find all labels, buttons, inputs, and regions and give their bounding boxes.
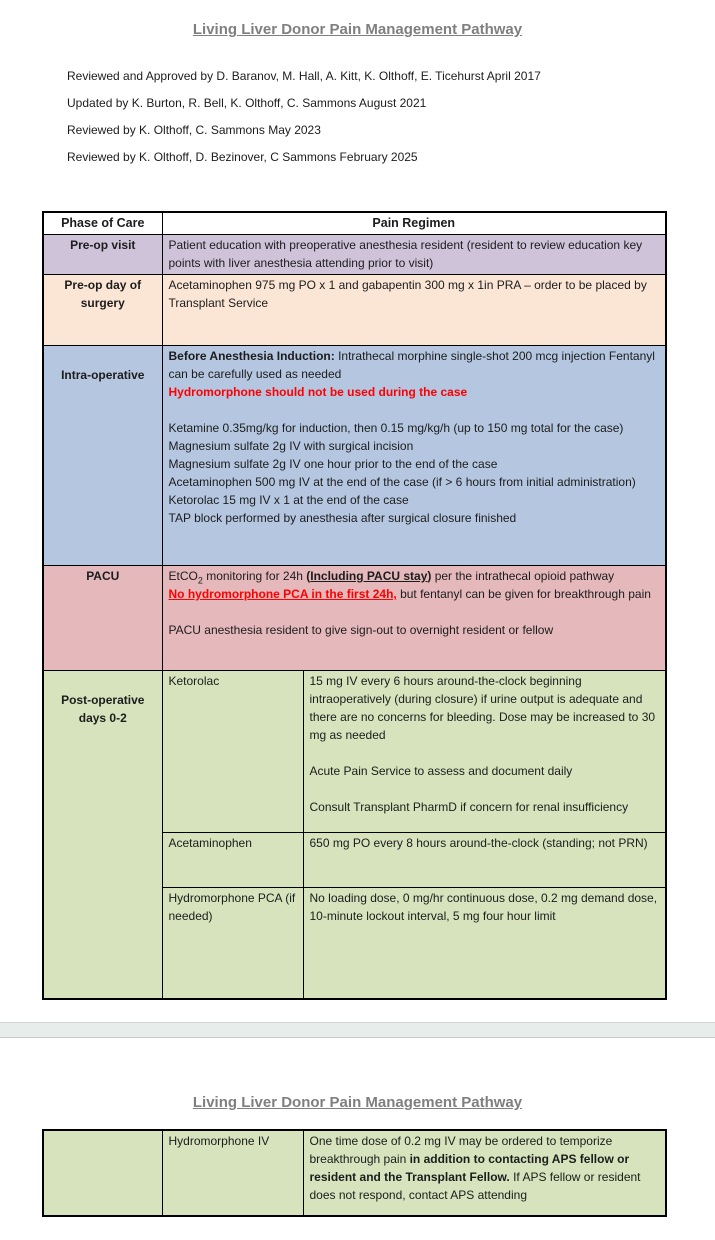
revision-line: Reviewed by K. Olthoff, D. Bezinover, C Sammons February 2025 [67,150,418,164]
phase-postop-days-0-2: Post-operative days 0-2 [43,671,162,999]
page-title [0,1038,715,1111]
cell-hydromorphone-pca-details: No loading dose, 0 mg/hr continuous dose, 0.2 mg demand dose, 10-minute lockout interval, 5 mg four hour limit [303,888,666,999]
drug-ketorolac: Ketorolac [162,671,303,833]
cell-intraop-regimen: Before Anesthesia Induction: Intrathecal morphine single-shot 200 mcg injection Fentanyl can be carefully used as needed Hydromorphone should not be used during the case Ketamine 0.35mg/kg for induction, then 0.15 mg/kg/h (up to 150 mg total for the case) Magnesium sulfate 2g IV with surgical incision Magnesium sulfate 2g IV one hour prior to the end of the case Acetaminophen 500 mg IV at the end of the case (if > 6 hours from initial administration) Ketorolac 15 mg IV x 1 at the end of the case TAP block performed by anesthesia after surgical closure finished [162,346,666,566]
pain-pathway-table [42,211,667,1000]
page-title-text: Living Liver Donor Pain Management Pathway [192,1094,523,1111]
phase-intraop: Intra-operative [43,346,162,566]
document-page-2 [0,1038,715,1240]
revision-history [67,67,715,166]
cell-ketorolac-details: 15 mg IV every 6 hours around-the-clock beginning intraoperatively (during closure) if urine output is adequate and there are no concerns for bleeding. Dose may be increased to 30 mg as needed Acute Pain Service to assess and document daily Consult Transplant PharmD if concern for renal insufficiency [303,671,666,833]
revision-line: Reviewed by K. Olthoff, C. Sammons May 2023 [67,123,321,137]
table-row-preop-day [43,275,666,346]
page-title [0,0,715,38]
table-row-hydromorphone-iv [43,1130,666,1216]
header-pain-regimen: Pain Regimen [162,212,666,235]
header-phase-of-care: Phase of Care [43,212,162,235]
cell-acetaminophen-details: 650 mg PO every 8 hours around-the-clock (standing; not PRN) [303,833,666,888]
phase-empty [43,1130,162,1216]
drug-hydromorphone-pca: Hydromorphone PCA (if needed) [162,888,303,999]
pain-pathway-table-continued [42,1129,667,1217]
cell-preop-day-regimen: Acetaminophen 975 mg PO x 1 and gabapentin 300 mg x 1in PRA – order to be placed by Transplant Service [162,275,666,346]
revision-line: Reviewed and Approved by D. Baranov, M. Hall, A. Kitt, K. Olthoff, E. Ticehurst April 2017 [67,69,541,83]
drug-acetaminophen: Acetaminophen [162,833,303,888]
table-row-intraop [43,346,666,566]
table-row-preop-visit [43,235,666,275]
revision-line: Updated by K. Burton, R. Bell, K. Olthoff, C. Sammons August 2021 [67,96,427,110]
phase-preop-day: Pre-op day of surgery [43,275,162,346]
drug-hydromorphone-iv: Hydromorphone IV [162,1130,303,1216]
table-row-pacu [43,566,666,671]
page-break-separator [0,1022,715,1038]
table-row-postop-ketorolac [43,671,666,833]
page-title-text: Living Liver Donor Pain Management Pathway [192,21,523,38]
phase-preop-visit: Pre-op visit [43,235,162,275]
phase-pacu: PACU [43,566,162,671]
table-header-row [43,212,666,235]
cell-preop-visit-regimen: Patient education with preoperative anesthesia resident (resident to review education key points with liver anesthesia attending prior to visit) [162,235,666,275]
cell-hydromorphone-iv-details: One time dose of 0.2 mg IV may be ordered to temporize breakthrough pain in addition to contacting APS fellow or resident and the Transplant Fellow. If APS fellow or resident does not respond, contact APS attending [303,1130,666,1216]
cell-pacu-regimen: EtCO$_2$ monitoring for 24h (Including PACU stay) per the intrathecal opioid pathway No hydromorphone PCA in the first 24h, but fentanyl can be given for breakthrough pain PACU anesthesia resident to give sign-out to overnight resident or fellow [162,566,666,671]
